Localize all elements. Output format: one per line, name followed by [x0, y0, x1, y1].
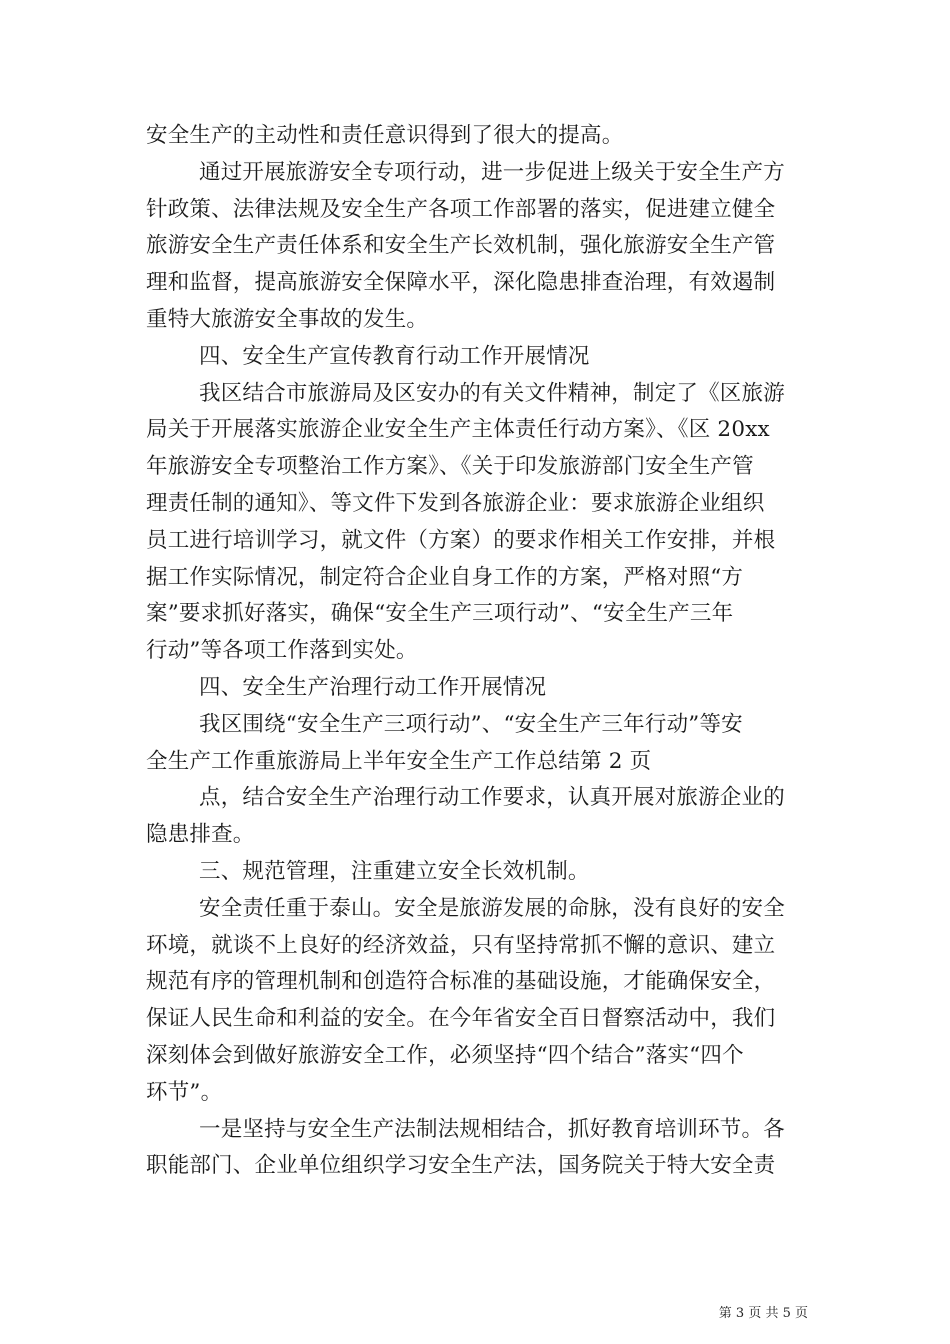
text-line: 年旅游安全专项整治工作方案》、《关于印发旅游部门安全生产管 — [146, 454, 754, 480]
text-line: 据工作实际情况，制定符合企业自身工作的方案，严格对照“方 — [146, 564, 744, 590]
text-line: 安全生产的主动性和责任意识得到了很大的提高。 — [146, 123, 624, 148]
text-line: 案”要求抓好落实，确保“安全生产三项行动”、“安全生产三年 — [146, 601, 734, 627]
text-line: 职能部门、企业单位组织学习安全生产法，国务院关于特大安全责 — [146, 1153, 776, 1179]
text-line: 理和监督，提高旅游安全保障水平，深化隐患排查治理，有效遏制 — [146, 270, 776, 296]
text-line: 安全责任重于泰山。安全是旅游发展的命脉，没有良好的安全 — [199, 895, 785, 921]
text-line: 理责任制的通知》、等文件下发到各旅游企业：要求旅游企业组织 — [146, 490, 765, 516]
text-line: 点，结合安全生产治理行动工作要求，认真开展对旅游企业的 — [199, 785, 785, 811]
text-line: 重特大旅游安全事故的发生。 — [146, 306, 429, 332]
text-line: 环节”。 — [146, 1079, 223, 1105]
text-line: 局关于开展落实旅游企业安全生产主体责任行动方案》、《区 20xx — [146, 417, 770, 443]
text-line: 全生产工作重旅游局上半年安全生产工作总结第 2 页 — [146, 748, 652, 774]
section-heading: 三、规范管理，注重建立安全长效机制。 — [199, 858, 590, 884]
section-heading: 四、安全生产治理行动工作开展情况 — [199, 674, 547, 700]
text-line: 我区围绕“安全生产三项行动”、“安全生产三年行动”等安 — [199, 711, 743, 737]
text-line: 我区结合市旅游局及区安办的有关文件精神，制定了《区旅游 — [199, 380, 785, 406]
text-line: 行动”等各项工作落到实处。 — [146, 638, 418, 664]
text-line: 规范有序的管理机制和创造符合标准的基础设施，才能确保安全， — [146, 969, 776, 995]
page-number-footer: 第 3 页 共 5 页 — [718, 1306, 808, 1321]
text-line: 深刻体会到做好旅游安全工作，必须坚持“四个结合”落实“四个 — [146, 1042, 744, 1068]
document-body — [146, 118, 808, 1185]
text-line: 保证人民生命和利益的安全。在今年省安全百日督察活动中，我们 — [146, 1006, 776, 1032]
text-line: 通过开展旅游安全专项行动，进一步促进上级关于安全生产方 — [199, 159, 785, 185]
text-line: 旅游安全生产责任体系和安全生产长效机制，强化旅游安全生产管 — [146, 233, 776, 259]
text-line: 隐患排查。 — [146, 822, 255, 848]
text-line: 一是坚持与安全生产法制法规相结合，抓好教育培训环节。各 — [199, 1116, 785, 1142]
section-heading: 四、安全生产宣传教育行动工作开展情况 — [199, 343, 590, 369]
text-line: 针政策、法律法规及安全生产各项工作部署的落实，促进建立健全 — [146, 196, 776, 222]
text-line: 员工进行培训学习，就文件（方案）的要求作相关工作安排，并根 — [146, 527, 776, 553]
text-line: 环境，就谈不上良好的经济效益，只有坚持常抓不懈的意识、建立 — [146, 932, 776, 958]
